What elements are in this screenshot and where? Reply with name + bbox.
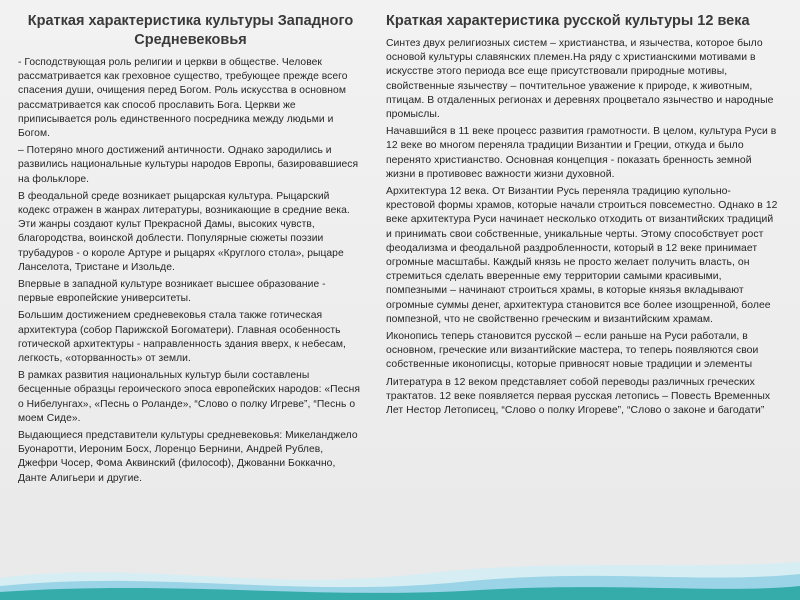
western-paragraph: В рамках развития национальных культур были составлены бесценные образцы героического эпоса европейских народов: «Песня о Нибелунгах», «Песнь о Роланде», “Слово о полку Игреве”, “Песнь о моем Сиде».: [18, 370, 360, 424]
russian-culture-title: Краткая характеристика русской культуры 12 века: [386, 13, 750, 29]
western-paragraph: – Потеряно много достижений античности. Однако зародились и развились национальные культуры народов Европы, базировавшиеся на фольклоре.: [18, 145, 359, 185]
russian-culture-column: [386, 6, 778, 421]
western-paragraph: - Господствующая роль религии и церкви в обществе. Человек рассматривается как греховное существо, требующее прежде всего спасения души, очищения перед Богом. Роль искусства в основном рассматривается как способ прославить Бога. Церкви же приписывается роль единственного посредника между людьми и Богом.: [18, 57, 348, 140]
western-culture-title: Краткая характеристика культуры Западного Средневековья: [27, 13, 354, 48]
western-paragraph: Выдающиеся представители культуры средневековья: Микеланджело Буонаротти, Иероним Босх, Лоренцо Бернини, Андрей Рублев, Джефри Чосер, Фома Аквинский (философ), Джованни Боккачно, Данте Алигьери и другие.: [18, 430, 358, 484]
russian-paragraph: Иконопись теперь становится русской – если раньше на Руси работали, в основном, греческие или византийские мастера, то теперь появляются свои собственные иконописцы, которые привносят новые традиции и элементы: [386, 331, 759, 371]
western-paragraph: Большим достижением средневековья стала также готическая архитектура (собор Парижской Богоматери). Главная особенность готической архитектуры - направленность здания вверх, к небесам, легкость, «оторванность» от земли.: [18, 310, 346, 365]
russian-paragraph: Начавшийся в 11 веке процесс развития грамотности. В целом, культура Руси в 12 веке во многом переняла традиции Византии и Греции, откуда и было перенято христианство. Основная концепция - показать бренность земной жизни в противовес важности жизни духовной.: [386, 126, 777, 180]
western-culture-column: [18, 6, 363, 489]
russian-paragraph: Синтез двух религиозных систем – христианства, и язычества, которое было основой культуры славянских племен.На ряду с христианскими мотивами в искусстве этого периода все еще присутствовали природные мотивы, свойственные язычеству – почтительное уважение к природе, к животным, птицам. В отдаленных регионах и деревнях процветало язычество и народные промыслы.: [386, 38, 774, 121]
russian-paragraph: Архитектура 12 века. От Византии Русь переняла традицию купольно-крестовой формы храмов, которые начали строиться повсеместно. Однако в 12 веке архитектура Руси начинает несколько отходить от византийских традиций и принимать свои собственные, уникальные черты. Этому способствует рост феодализма и феодальной раздробленности, который в 12 веке принимает огромные масштабы. Каждый князь не просто желает получить власть, он стремиться сделать вверенные ему территории самыми красивыми, помпезными – начинают строиться храмы, в которые князья вкладывают огромные суммы денег, архитектура становится все более изощренной, более помпезной, что не свойственно греческим и византийским храмам.: [386, 186, 778, 325]
western-paragraph: Впервые в западной культуре возникает высшее образование - первые европейские университеты.: [18, 279, 326, 305]
russian-paragraph: Литература в 12 веком представляет собой переводы различных греческих трактатов. 12 веке появляется первая русская летопись – Повесть Временных Лет Нестор Летописец, “Слово о полку Игореве”, “Слово о законе и багодати”: [386, 376, 771, 417]
western-paragraph: В феодальной среде возникает рыцарская культура. Рыцарский кодекс отражен в жанрах литературы, возникающие в средние века. Эти жанры создают культ Прекрасной Дамы, высоких чувств, благородства, воинской доблести. Популярные сюжеты поэзии трубадуров - о короле Артуре и рыцарях «Круглого стола», рыцаре Ланселота, Тристане и Изольде.: [18, 190, 350, 273]
decorative-wave-ribbon: [0, 540, 800, 600]
